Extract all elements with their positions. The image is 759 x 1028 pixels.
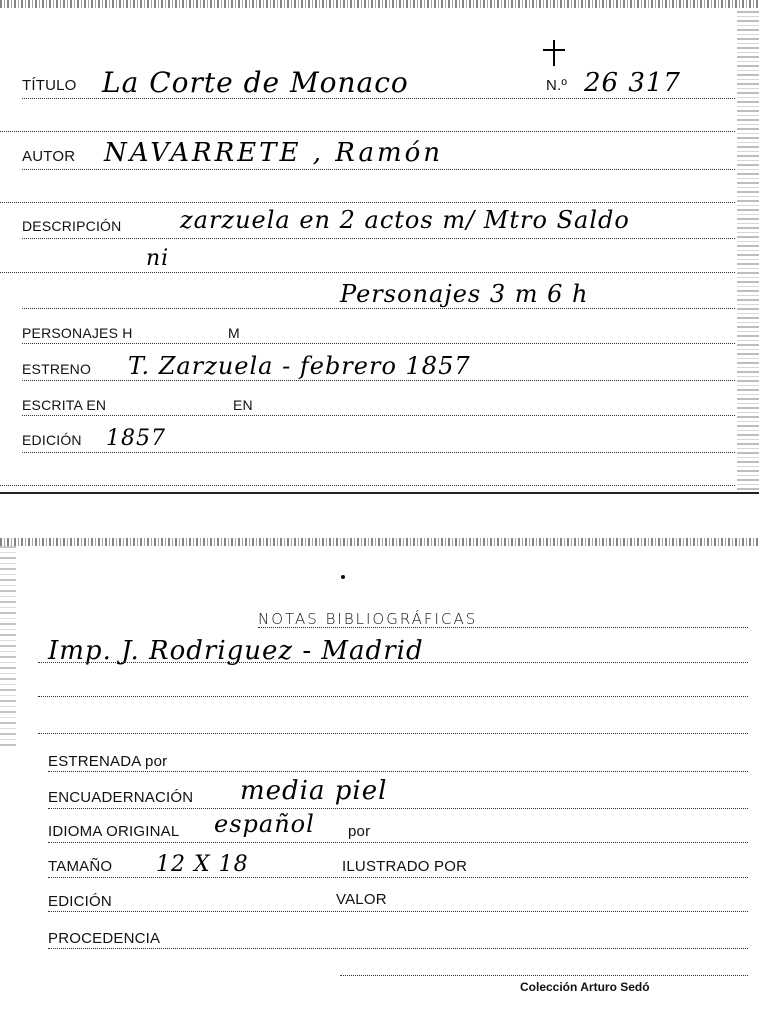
notas-heading: NOTAS BIBLIOGRÁFICAS xyxy=(258,610,478,628)
edicion-value: 1857 xyxy=(106,426,166,451)
idioma-por-label: por xyxy=(348,823,371,840)
valor-label: VALOR xyxy=(336,891,387,908)
estreno-value: T. Zarzuela - febrero 1857 xyxy=(128,352,471,380)
card-left-edge xyxy=(0,546,16,746)
rule xyxy=(48,771,748,772)
estrenada-label: ESTRENADA por xyxy=(48,753,168,770)
rule xyxy=(22,169,735,170)
personajes-note: Personajes 3 m 6 h xyxy=(340,280,589,308)
card-top-edge xyxy=(0,538,759,546)
numero-value: 26 317 xyxy=(584,68,681,98)
rule xyxy=(22,380,735,381)
procedencia-label: PROCEDENCIA xyxy=(48,930,161,947)
titulo-value: La Corte de Monaco xyxy=(102,66,409,99)
rule xyxy=(48,948,748,949)
tamano-label: TAMAÑO xyxy=(48,858,113,875)
card-top-edge xyxy=(0,0,759,8)
collection-footer: Colección Arturo Sedó xyxy=(520,980,650,994)
rule xyxy=(48,808,748,809)
rule xyxy=(22,343,735,344)
descripcion-label: DESCRIPCIÓN xyxy=(22,218,122,234)
autor-label: AUTOR xyxy=(22,148,76,165)
rule xyxy=(38,696,748,697)
rule xyxy=(340,975,748,976)
numero-label: N.º xyxy=(546,77,568,94)
rule xyxy=(22,452,735,453)
encuadernacion-label: ENCUADERNACIÓN xyxy=(48,789,194,806)
rule xyxy=(0,272,735,273)
encuadernacion-value: media piel xyxy=(240,776,388,806)
rule xyxy=(0,131,735,132)
titulo-label: TÍTULO xyxy=(22,77,77,94)
rule xyxy=(22,415,735,416)
escrita-en-label: EN xyxy=(233,397,253,413)
personajes-m-label: M xyxy=(228,325,240,341)
rule xyxy=(38,733,748,734)
card-right-edge xyxy=(737,10,759,490)
rule xyxy=(0,485,735,486)
rule xyxy=(48,911,748,912)
rule xyxy=(22,98,735,99)
edicion-label: EDICIÓN xyxy=(22,432,82,448)
tamano-value: 12 X 18 xyxy=(156,852,249,877)
estreno-label: ESTRENO xyxy=(22,361,92,377)
rule xyxy=(38,662,748,663)
rule xyxy=(48,842,748,843)
idioma-value: español xyxy=(214,810,315,838)
catalog-card-top xyxy=(0,0,759,492)
notas-value: Imp. J. Rodriguez - Madrid xyxy=(48,636,424,666)
edicion2-label: EDICIÓN xyxy=(48,893,112,910)
personajes-h-label: PERSONAJES H xyxy=(22,325,133,341)
autor-value: NAVARRETE , Ramón xyxy=(104,138,443,168)
rule xyxy=(258,627,748,628)
descripcion-value: zarzuela en 2 actos m/ Mtro Saldo xyxy=(180,206,630,234)
rule xyxy=(22,308,735,309)
rule xyxy=(48,877,748,878)
cross-mark-icon xyxy=(543,40,565,66)
escrita-label: ESCRITA EN xyxy=(22,397,107,413)
catalog-card-bottom xyxy=(0,538,759,1028)
ilustrado-label: ILUSTRADO POR xyxy=(342,858,468,875)
descripcion-value-cont: ni xyxy=(146,246,170,271)
rule xyxy=(0,202,735,203)
card-divider xyxy=(0,492,759,494)
rule xyxy=(22,238,735,239)
idioma-label: IDIOMA ORIGINAL xyxy=(48,823,180,840)
punch-dot xyxy=(341,575,345,579)
